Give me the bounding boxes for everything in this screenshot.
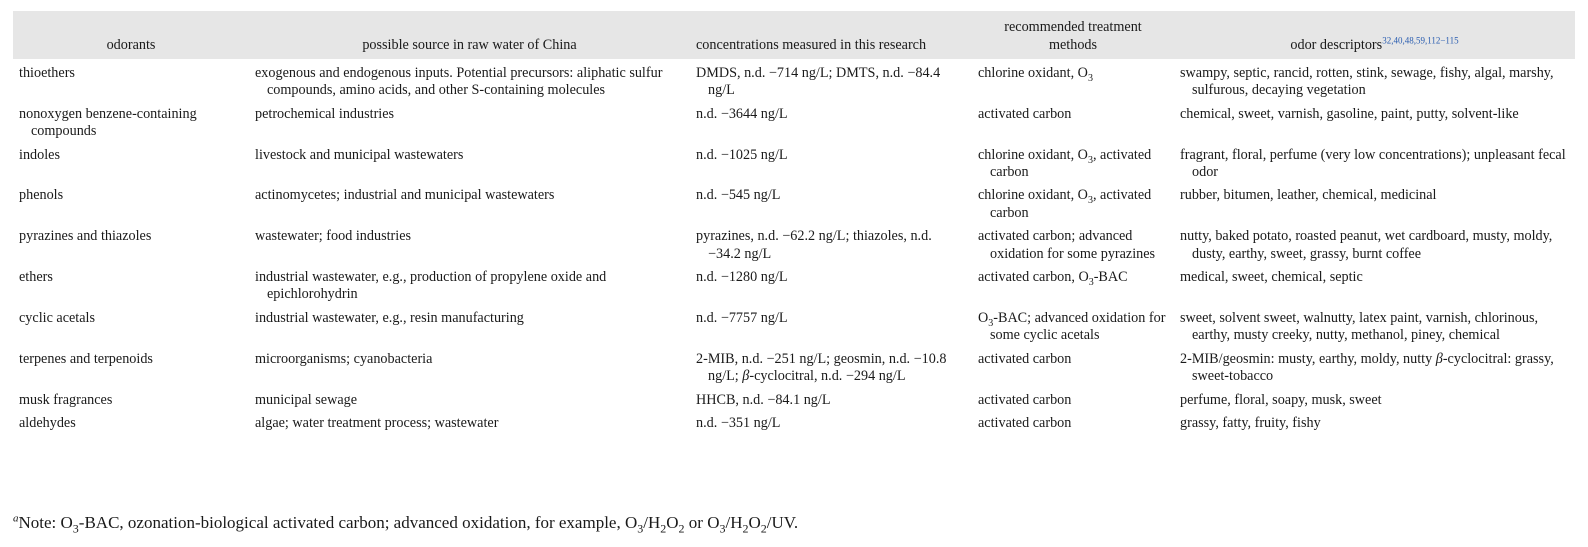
cell-descriptors: perfume, floral, soapy, musk, sweet (1180, 391, 1382, 408)
cell-source: industrial wastewater, e.g., production of propylene oxide and epichlorohydrin (255, 269, 607, 303)
cell-descriptors: 2-MIB/geosmin: musty, earthy, moldy, nutty β-cyclocitral: grassy, sweet-tobacco (1180, 350, 1554, 385)
table-row (13, 269, 1575, 310)
cell-concentration: 2-MIB, n.d. −251 ng/L; geosmin, n.d. −10.8 ng/L; β-cyclocitral, n.d. −294 ng/L (696, 350, 947, 385)
cell-source: exogenous and endogenous inputs. Potential precursors: aliphatic sulfur compounds, amino acids, and other S-containing molecules (255, 65, 663, 99)
cell-descriptors: medical, sweet, chemical, septic (1180, 269, 1363, 286)
cell-source: wastewater; food industries (255, 228, 412, 245)
table-body (13, 59, 1575, 438)
cell-odorant: thioethers (19, 65, 75, 81)
cell-concentration: n.d. −7757 ng/L (696, 309, 788, 326)
table-row (13, 228, 1575, 269)
cell-concentration: n.d. −545 ng/L (696, 187, 781, 204)
cell-concentration: n.d. −351 ng/L (696, 414, 781, 431)
table-row (13, 106, 1575, 147)
cell-odorant: indoles (19, 146, 60, 163)
table-row (13, 147, 1575, 188)
cell-concentration: HHCB, n.d. −84.1 ng/L (696, 391, 831, 408)
cell-source: industrial wastewater, e.g., resin manufacturing (255, 309, 524, 326)
cell-source: microorganisms; cyanobacteria (255, 350, 433, 367)
cell-source: livestock and municipal wastewaters (255, 146, 464, 163)
cell-treatment: chlorine oxidant, $O_3$, activated carbon (978, 187, 1152, 221)
cell-descriptors: nutty, baked potato, roasted peanut, wet cardboard, musty, moldy, dusty, earthy, sweet, grassy, burnt coffee (1180, 228, 1553, 262)
cell-odorant: cyclic acetals (19, 309, 96, 326)
cell-odorant: aldehydes (19, 414, 76, 431)
cell-treatment: activated carbon (978, 414, 1072, 431)
cell-source: municipal sewage (255, 391, 358, 408)
cell-descriptors: swampy, septic, rancid, rotten, stink, sewage, fishy, algal, marshy, sulfurous, decaying vegetation (1180, 65, 1554, 99)
cell-descriptors: grassy, fatty, fruity, fishy (1180, 414, 1321, 431)
table-row (13, 310, 1575, 351)
cell-descriptors: sweet, solvent sweet, walnutty, latex paint, varnish, chlorinous, earthy, musty creeky, nutty, methanol, piney, chemical (1180, 309, 1539, 344)
cell-odorant: phenols (19, 187, 64, 204)
cell-source: algae; water treatment process; wastewater (255, 414, 499, 431)
cell-treatment: $O_3$-BAC; advanced oxidation for some cyclic acetals (978, 309, 1166, 344)
cell-treatment: activated carbon (978, 391, 1072, 408)
table-footnote: $^a$Note: $O_3$-BAC, ozonation-biological activated carbon; advanced oxidation, for example, $O_3/H_2O_2$ or $O_3/H_2O_2/UV$. (13, 512, 799, 536)
cell-concentration: DMDS, n.d. −714 ng/L; DMTS, n.d. −84.4 ng/L (696, 65, 941, 99)
cell-treatment: chlorine oxidant, $O_3$, activated carbon (978, 146, 1152, 181)
header-odorants: odorants (13, 11, 249, 59)
odorant-table (13, 11, 1575, 438)
cell-odorant: ethers (19, 269, 53, 286)
table-row (13, 59, 1575, 106)
cell-descriptors: fragrant, floral, perfume (very low concentrations); unpleasant fecal odor (1180, 146, 1566, 181)
cell-treatment: activated carbon; advanced oxidation for some pyrazines (978, 228, 1156, 262)
cell-odorant: nonoxygen benzene-containing compounds (19, 105, 197, 140)
cell-concentration: pyrazines, n.d. −62.2 ng/L; thiazoles, n.d. −34.2 ng/L (696, 228, 932, 262)
header-concentrations: concentrations measured in this research (690, 11, 972, 59)
header-descriptors-label: odor descriptors (1290, 36, 1383, 53)
footnote-marker: a (13, 512, 19, 525)
cell-odorant: terpenes and terpenoids (19, 350, 153, 367)
cell-odorant: musk fragrances (19, 391, 113, 408)
header-treatment: recommended treatment methods (972, 11, 1174, 59)
header-descriptors-refs-link[interactable]: 32,40,48,59,112−115 (1382, 34, 1459, 45)
cell-treatment: chlorine oxidant, $O_3$ (978, 65, 1093, 84)
table-row (13, 187, 1575, 228)
cell-descriptors: chemical, sweet, varnish, gasoline, paint, putty, solvent-like (1180, 105, 1519, 122)
cell-odorant: pyrazines and thiazoles (19, 228, 152, 245)
cell-source: petrochemical industries (255, 105, 395, 122)
header-source: possible source in raw water of China (249, 11, 690, 59)
table-row (13, 351, 1575, 392)
cell-treatment: activated carbon (978, 350, 1072, 367)
odorant-table-container (13, 11, 1575, 438)
cell-treatment: activated carbon (978, 105, 1072, 122)
table-row (13, 415, 1575, 438)
cell-treatment: activated carbon, $O_3$-BAC (978, 269, 1128, 288)
cell-concentration: n.d. −1280 ng/L (696, 269, 788, 286)
cell-concentration: n.d. −3644 ng/L (696, 105, 788, 122)
table-header (13, 11, 1575, 59)
cell-descriptors: rubber, bitumen, leather, chemical, medicinal (1180, 187, 1437, 204)
cell-source: actinomycetes; industrial and municipal wastewaters (255, 187, 555, 204)
header-descriptors (1174, 11, 1575, 59)
table-row (13, 392, 1575, 415)
cell-concentration: n.d. −1025 ng/L (696, 146, 788, 163)
